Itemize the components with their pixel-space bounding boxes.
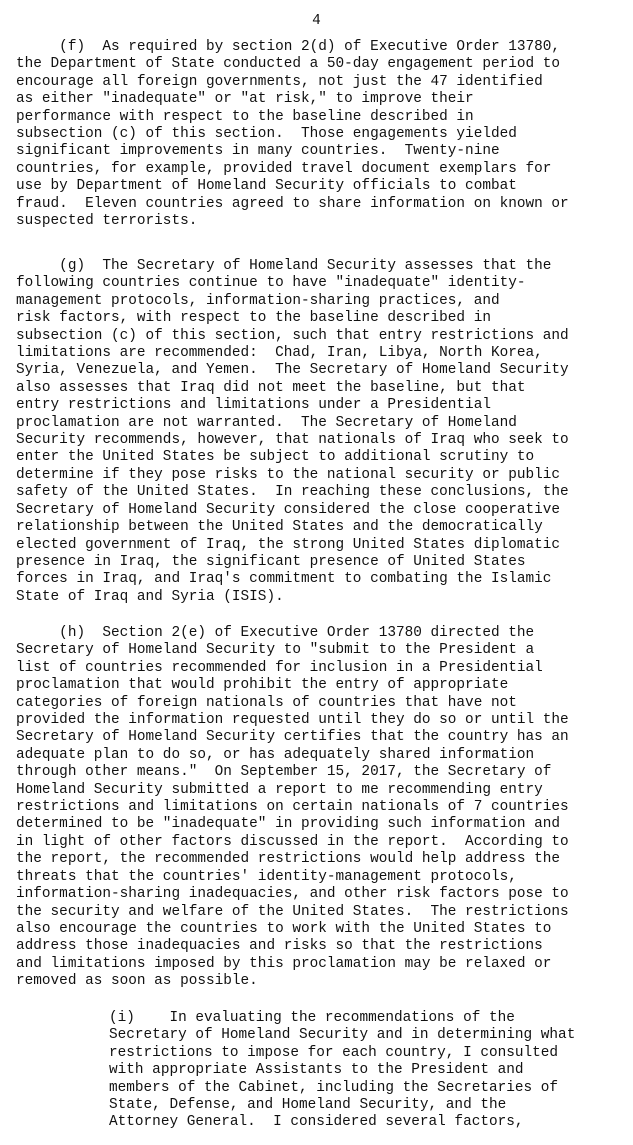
paragraph-i: (i) In evaluating the recommendations of the Secretary of Homeland Security and in determining what restrictions to impose for each country, I consulted with appropriate Assistants to the President and members of the Cabinet, including the Secretaries of State, Defense, and Homeland Security, and the Attorney General. I considered several factors,	[109, 1010, 576, 1131]
page-number: 4	[312, 13, 321, 29]
paragraph-f: (f) As required by section 2(d) of Executive Order 13780, the Department of State conducted a 50-day engagement period to encourage all foreign governments, not just the 47 identified as either "inadequate" or "at risk," to improve their performance with respect to the baseline described in subsection (c) of this section. Those engagements yielded significant improvements in many countries. Twenty-nine countries, for example, provided travel document exemplars for use by Department of Homeland Security officials to combat fraud. Eleven countries agreed to share information on known or suspected terrorists.	[16, 39, 569, 230]
paragraph-h: (h) Section 2(e) of Executive Order 13780 directed the Secretary of Homeland Security to "submit to the President a list of countries recommended for inclusion in a Presidential proclamation that would prohibit the entry of appropriate categories of foreign nationals of countries that have not provided the information requested until they do so or until the Secretary of Homeland Security certifies that the country has an adequate plan to do so, or has adequately shared information through other means." On September 15, 2017, the Secretary of Homeland Security submitted a report to me recommending entry restrictions and limitations on certain nationals of 7 countries determined to be "inadequate" in providing such information and in light of other factors discussed in the report. According to the report, the recommended restrictions would help address the threats that the countries' identity-management protocols, information-sharing inadequacies, and other risk factors pose to the security and welfare of the United States. The restrictions also encourage the countries to work with the United States to address those inadequacies and risks so that the restrictions and limitations imposed by this proclamation may be relaxed or removed as soon as possible.	[16, 625, 569, 990]
paragraph-g: (g) The Secretary of Homeland Security assesses that the following countries continue to have "inadequate" identity- management protocols, information-sharing practices, and risk factors, with respect to the baseline described in subsection (c) of this section, such that entry restrictions and limitations are recommended: Chad, Iran, Libya, North Korea, Syria, Venezuela, and Yemen. The Secretary of Homeland Security also assesses that Iraq did not meet the baseline, but that entry restrictions and limitations under a Presidential proclamation are not warranted. The Secretary of Homeland Security recommends, however, that nationals of Iraq who seek to enter the United States be subject to additional scrutiny to determine if they pose risks to the national security or public safety of the United States. In reaching these conclusions, the Secretary of Homeland Security considered the close cooperative relationship between the United States and the democratically elected government of Iraq, the strong United States diplomatic presence in Iraq, the significant presence of United States forces in Iraq, and Iraq's commitment to combating the Islamic State of Iraq and Syria (ISIS).	[16, 258, 569, 605]
